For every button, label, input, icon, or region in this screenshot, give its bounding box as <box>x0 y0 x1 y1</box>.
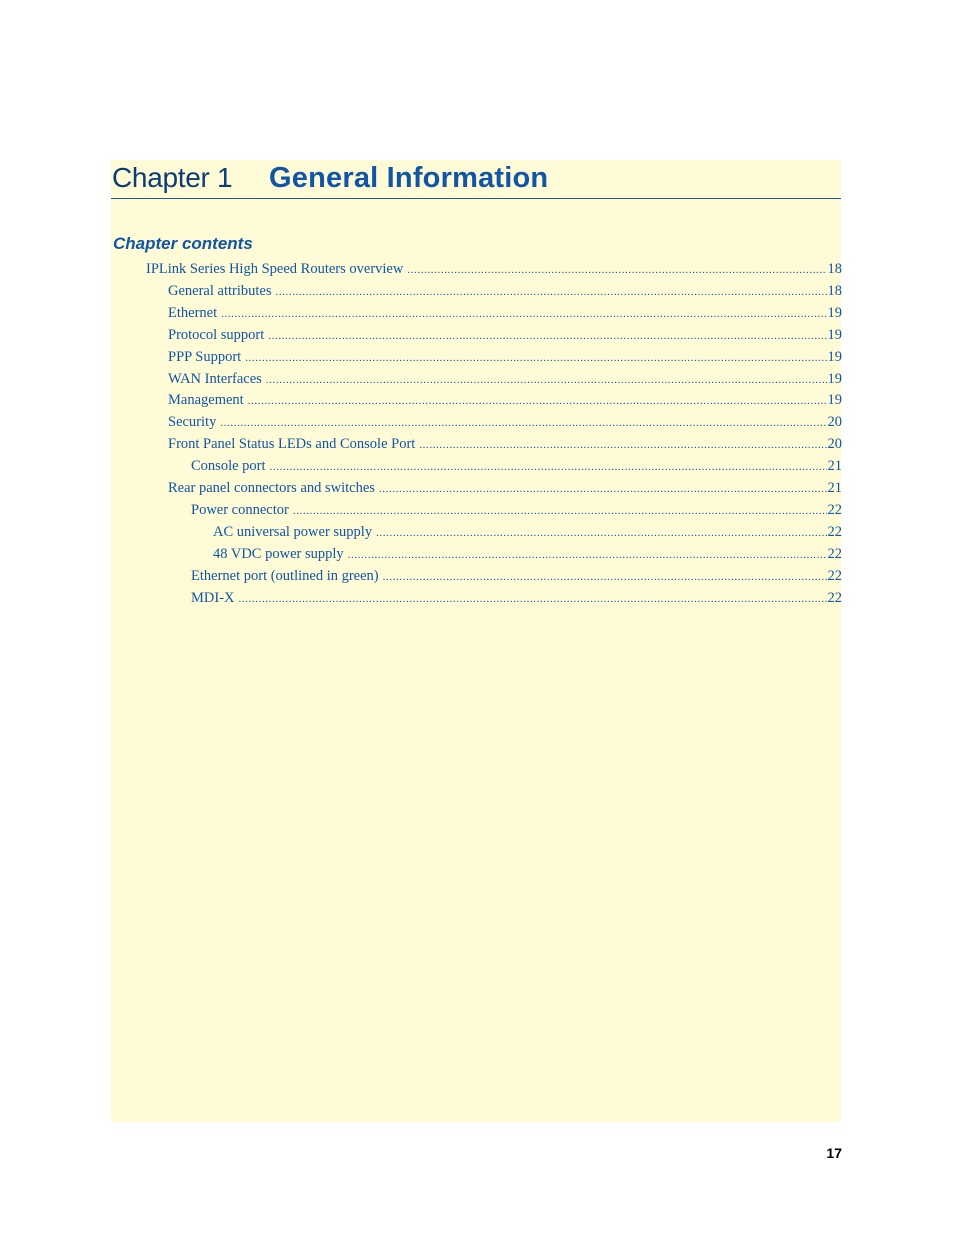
toc-entry-title: PPP Support <box>168 348 242 365</box>
contents-heading: Chapter contents <box>113 234 253 253</box>
toc-entry-title: Front Panel Status LEDs and Console Port <box>168 436 416 453</box>
toc-dot-leader <box>419 434 826 455</box>
toc-entry-page: 19 <box>827 348 842 365</box>
toc-entry-title: Power connector <box>191 501 289 518</box>
toc-entry-title: Management <box>168 392 244 409</box>
toc-entry-title: Rear panel connectors and switches <box>168 480 375 496</box>
toc-dot-leader <box>245 347 826 368</box>
toc-entry[interactable] <box>168 477 842 499</box>
toc-entry-title: Ethernet port (outlined in green) <box>191 567 379 584</box>
toc-entry[interactable] <box>168 368 842 390</box>
toc-dot-leader <box>266 369 827 390</box>
chapter-header <box>111 160 841 199</box>
toc-entry-page: 19 <box>827 304 842 321</box>
toc-entry-title: Protocol support <box>168 326 265 343</box>
toc-entry[interactable] <box>191 499 842 521</box>
toc-dot-leader <box>248 390 827 411</box>
toc-entry-page: 21 <box>827 480 842 496</box>
toc-dot-leader <box>221 303 826 324</box>
toc-dot-leader <box>220 412 826 433</box>
toc-entry[interactable] <box>191 565 842 587</box>
toc-dot-leader <box>268 325 826 346</box>
toc-entry-page: 22 <box>827 523 842 540</box>
toc-dot-leader <box>348 544 827 565</box>
toc-entry-page: 19 <box>827 326 842 343</box>
toc-entry[interactable] <box>213 543 842 565</box>
toc-entry-title: General attributes <box>168 282 272 299</box>
toc-entry-page: 22 <box>827 501 842 518</box>
toc-entry-page: 22 <box>827 589 842 606</box>
toc-dot-leader <box>407 259 826 280</box>
toc-entry[interactable] <box>213 521 842 543</box>
toc-dot-leader <box>379 478 827 499</box>
toc-entry[interactable] <box>168 302 842 324</box>
toc-entry-title: Ethernet <box>168 304 218 321</box>
toc-entry-title: IPLink Series High Speed Routers overview <box>146 261 404 277</box>
toc-entry-title: AC universal power supply <box>213 523 373 540</box>
toc-entry-page: 20 <box>827 436 842 453</box>
toc-entry-title: 48 VDC power supply <box>213 545 344 562</box>
toc-entry-page: 20 <box>827 414 842 431</box>
toc-entry-page: 18 <box>827 282 842 299</box>
chapter-title: General Information <box>269 162 549 194</box>
toc-entry[interactable] <box>191 587 842 609</box>
toc-dot-leader <box>376 522 826 543</box>
toc-entry-page: 18 <box>827 261 842 277</box>
page-number: 17 <box>826 1145 842 1161</box>
toc-dot-leader <box>383 566 827 587</box>
toc-entry[interactable] <box>168 346 842 368</box>
toc-entry-title: Security <box>168 414 217 431</box>
toc-dot-leader <box>239 588 827 609</box>
toc-entry-title: WAN Interfaces <box>168 370 262 387</box>
toc-entry[interactable] <box>168 324 842 346</box>
toc-dot-leader <box>275 281 826 302</box>
toc-entry-page: 22 <box>827 567 842 584</box>
toc-entry[interactable] <box>168 433 842 455</box>
toc-entry-page: 19 <box>827 370 842 387</box>
toc-entry[interactable] <box>168 411 842 433</box>
chapter-label: Chapter 1 <box>112 162 233 193</box>
toc-entry-title: MDI-X <box>191 589 235 606</box>
toc-entry[interactable] <box>168 389 842 411</box>
toc-entry-title: Console port <box>191 458 266 475</box>
toc-entry-page: 19 <box>827 392 842 409</box>
toc-dot-leader <box>270 456 827 477</box>
toc-entry[interactable] <box>168 280 842 302</box>
toc-entry-page: 21 <box>827 458 842 475</box>
toc-entry[interactable] <box>146 258 842 280</box>
toc-entry[interactable] <box>191 455 842 477</box>
toc-dot-leader <box>293 500 827 521</box>
toc-entry-page: 22 <box>827 545 842 562</box>
